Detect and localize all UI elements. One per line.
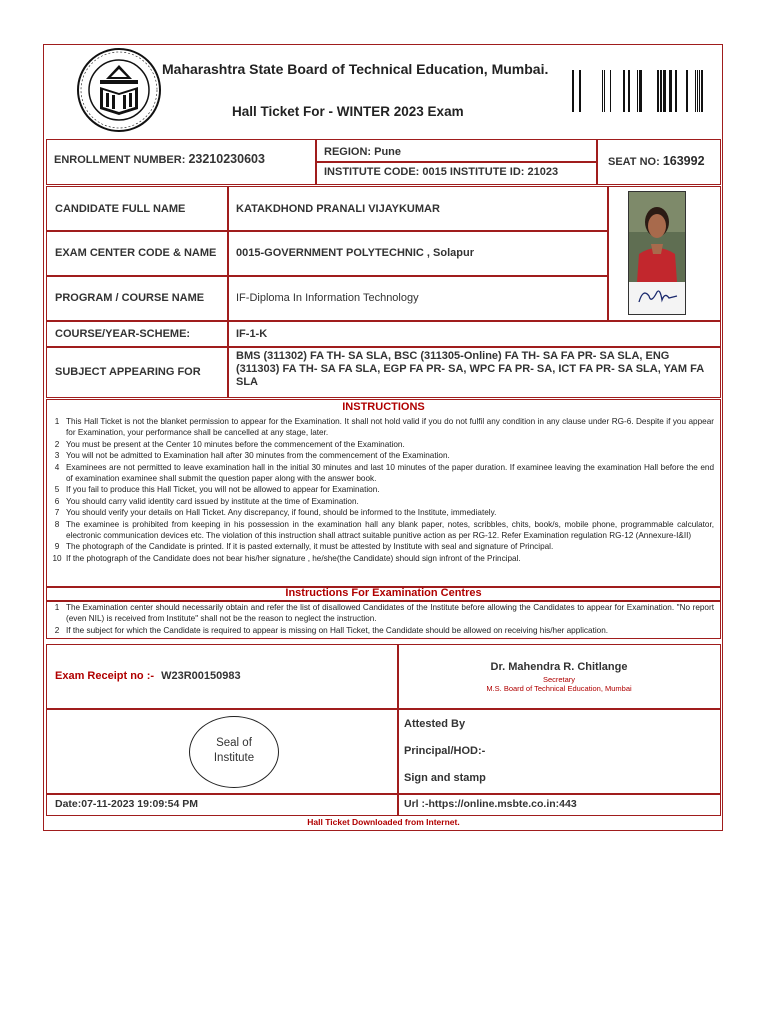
instruction-item	[48, 507, 720, 518]
instruction-item	[48, 450, 720, 461]
centre-instruction-item	[48, 625, 720, 636]
portal-url: Url :-https://online.msbte.co.in:443	[404, 798, 577, 810]
sign-and-stamp: Sign and stamp	[404, 772, 486, 784]
board-name: Maharashtra State Board of Technical Education, Mumbai.	[162, 61, 549, 77]
instructions-title: INSTRUCTIONS	[342, 401, 425, 413]
instruction-item-text: If the photograph of the Candidate does not bear his/her signature , he/she(the Candidate) should sign infront of the Principal.	[66, 553, 521, 563]
course-year-label: COURSE/YEAR-SCHEME:	[55, 327, 191, 340]
signatory-name: Dr. Mahendra R. Chitlange	[490, 661, 628, 673]
instruction-item-text: You should carry valid identity card issued by institute at the time of Examination.	[66, 496, 359, 506]
instruction-item	[48, 484, 720, 495]
instruction-item-text: You must be present at the Center 10 minutes before the commencement of the Examination.	[66, 439, 405, 449]
signatory-org: M.S. Board of Technical Education, Mumbai	[486, 684, 632, 693]
subject-value: BMS (311302) FA TH- SA SLA, BSC (311305-Online) FA TH- SA FA PR- SA SLA, ENG (311303) FA TH- SA FA SLA, EGP FA PR- SA, WPC FA PR- SA, ICT FA PR- SA SLA, YAM FA SLA	[236, 350, 704, 388]
instruction-item	[48, 519, 720, 542]
instruction-item-number: 10	[52, 553, 62, 563]
instruction-item	[48, 439, 720, 450]
downloaded-note: Hall Ticket Downloaded from Internet.	[307, 817, 460, 827]
enrollment-number: ENROLLMENT NUMBER: 23210230603	[54, 152, 265, 166]
instruction-item-text: You should verify your details on Hall Ticket. Any discrepancy, if found, should be informed to the Institute, immediately.	[66, 508, 497, 518]
instruction-item	[48, 496, 720, 507]
instruction-item-text: You will not be admitted to Examination hall after 30 minutes from the commencement of the Examination.	[66, 451, 450, 461]
instruction-item-number: 9	[54, 542, 60, 552]
instruction-item-text: Examinees are not permitted to leave examination hall in the initial 30 minutes and last 10 minutes of the paper duration. If examinee leaving the examination Hall before the end of examination examinee shall submit the question paper along with the answer book.	[66, 462, 714, 484]
principal-hod: Principal/HOD:-	[404, 745, 486, 757]
instruction-item	[48, 541, 720, 552]
instruction-item-number: 7	[54, 508, 60, 518]
seal-text: Seal of Institute	[213, 737, 255, 764]
course-year-value: IF-1-K	[236, 327, 268, 340]
exam-center-value: 0015-GOVERNMENT POLYTECHNIC , Solapur	[236, 247, 474, 259]
exam-center-label: EXAM CENTER CODE & NAME	[55, 247, 217, 259]
program-value: IF-Diploma In Information Technology	[236, 292, 419, 304]
instructions-list	[48, 416, 720, 564]
instruction-item	[48, 416, 720, 439]
candidate-photo-icon	[628, 191, 686, 315]
program-label: PROGRAM / COURSE NAME	[55, 292, 205, 304]
generated-date: Date:07-11-2023 19:09:54 PM	[55, 798, 199, 810]
attested-by: Attested By	[404, 718, 466, 730]
instruction-item-text: The photograph of the Candidate is printed. If it is pasted externally, it must be attested by Institute with seal and signature of Principal.	[66, 542, 554, 552]
centre-instruction-item-text: The Examination center should necessarily obtain and refer the list of disallowed Candidates of the Institute before allowing the Candidates to appear for Examination. "No report (even NIL) is received from Institute" shall not be the reason to neglect the instruction.	[66, 603, 714, 624]
instruction-item-text: If you fail to produce this Hall Ticket, you will not be allowed to appear for Examination.	[66, 485, 380, 495]
centre-instruction-item-text: If the subject for which the Candidate is required to appear is missing on Hall Ticket, the Candidate should be allowed on receiving his/her application.	[66, 625, 609, 635]
candidate-name-value: KATAKDHOND PRANALI VIJAYKUMAR	[236, 202, 440, 215]
instruction-item	[48, 462, 720, 485]
centre-instructions-list	[48, 602, 720, 636]
msbte-logo-icon	[76, 47, 162, 133]
candidate-name-label: CANDIDATE FULL NAME	[55, 202, 186, 215]
instruction-item	[48, 553, 720, 564]
exam-receipt: Exam Receipt no :- W23R00150983	[55, 670, 241, 682]
centre-instruction-item-number: 2	[54, 625, 60, 635]
institute-code: INSTITUTE CODE: 0015 INSTITUTE ID: 21023	[324, 166, 559, 178]
centre-instructions-title: Instructions For Examination Centres	[285, 587, 482, 599]
instruction-item-number: 6	[54, 496, 60, 506]
barcode-icon	[570, 70, 706, 112]
instruction-item-text: This Hall Ticket is not the blanket permission to appear for the Examination. It shall not hold valid if you do not fulfil any condition in any clause under RG-6. Despite if you appear for Examination, your performance shall be cancelled at any stage, later.	[66, 417, 714, 438]
region: REGION: Pune	[324, 146, 402, 158]
instruction-item-number: 3	[54, 451, 60, 461]
instruction-item-number: 5	[54, 485, 60, 495]
centre-instruction-item-number: 1	[54, 603, 60, 612]
instruction-item-number: 8	[54, 519, 60, 529]
centre-instruction-item	[48, 602, 720, 625]
instruction-item-number: 1	[54, 417, 60, 426]
seat-number: SEAT NO: 163992	[608, 154, 705, 168]
instruction-item-number: 2	[54, 439, 60, 449]
hall-ticket-title: Hall Ticket For - WINTER 2023 Exam	[232, 104, 464, 119]
instruction-item-number: 4	[54, 462, 60, 472]
instruction-item-text: The examinee is prohibited from keeping in his possession in the examination hall any blank paper, notes, scribbles, chits, book/s, mobile phone, programmable calculator, electronic communication devices etc. The violation of this instruction shall attract suitable punitive action as per RG-12. Refer Examination regulation RG-12 (Annexure-I&II)	[66, 519, 714, 541]
signatory-title: Secretary	[542, 675, 576, 684]
subject-label: SUBJECT APPEARING FOR	[55, 366, 201, 378]
